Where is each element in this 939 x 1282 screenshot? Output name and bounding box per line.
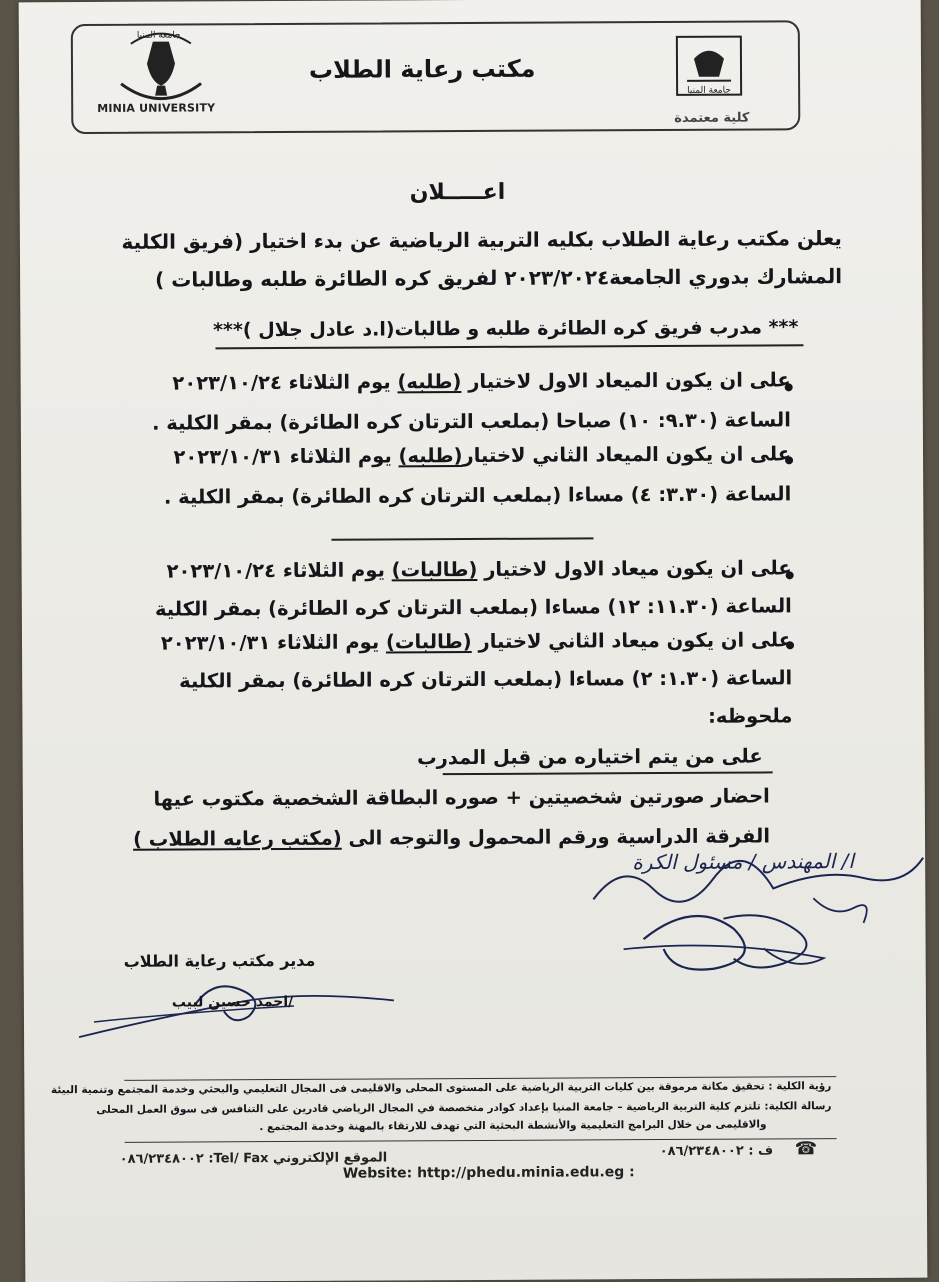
list-item-3-line1: على ان يكون ميعاد الاول لاختيار (طالبات) يوم الثلاثاء ٢٠٢٣/١٠/٢٤ <box>167 556 792 582</box>
intro-line-1: يعلن مكتب رعاية الطلاب بكليه التربية الرياضية عن بدء اختيار (فريق الكلية <box>121 226 842 254</box>
list-item-2-line1: على ان يكون الميعاد الثاني لاختيار(طلبه) يوم الثلاثاء ٢٠٢٣/١٠/٣١ <box>173 442 791 468</box>
document-page <box>19 0 928 1282</box>
footer-telfax: الموقع الإلكتروني Tel/ Fax: ٠٨٦/٢٣٤٨٠٠٢ <box>120 1150 388 1166</box>
notes-underline <box>443 771 773 775</box>
faculty-caption: كلية معتمدة <box>674 111 749 126</box>
faculty-logo <box>659 30 759 101</box>
footer-mission-1: رسالة الكلية: تلتزم كلية التربية الرياضية – جامعة المنيا بإعداد كوادر متخصصة في المجال الرياضي قادرين على التنافس فى سوق العمل المحلى <box>96 1100 831 1116</box>
list-item-4-line2: الساعة (١.٣٠: ٢) مساءا (بملعب الترتان كره الطائرة) بمقر الكلية <box>179 666 792 692</box>
list-item-1-line1: على ان يكون الميعاد الاول لاختيار (طلبه) يوم الثلاثاء ٢٠٢٣/١٠/٢٤ <box>172 368 790 394</box>
handwritten-note: ا/ المهندس / مسئول الكرة <box>632 849 856 874</box>
univ-logo-text: جامعة المنيا <box>137 31 181 41</box>
footer-mission-2: والاقليمى من خلال البرامج التعليمية والأنشطة البحثية التي تهدف للارتقاء بالمهنة وخدمة المجتمع . <box>259 1118 766 1133</box>
notes-line-2: احضار صورتين شخصيتين + صوره البطاقة الشخصية مكتوب عيها <box>153 784 770 810</box>
director-name: /احمد حسين لبيب <box>172 994 293 1011</box>
list-item-2-line2: الساعة (٣.٣٠: ٤) مساءا (بملعب الترتان كره الطائرة) بمقر الكلية . <box>164 482 791 508</box>
director-title: مدير مكتب رعاية الطلاب <box>124 951 316 971</box>
telephone-icon: ☎ <box>795 1138 818 1159</box>
coach-signature <box>563 838 934 1000</box>
list-item-4-line1: على ان يكون ميعاد الثاني لاختيار (طالبات) يوم الثلاثاء ٢٠٢٣/١٠/٣١ <box>161 628 792 654</box>
footer-website: Website: http://phedu.minia.edu.eg : <box>343 1164 635 1182</box>
faculty-logo-text: جامعة المنيا <box>687 86 731 96</box>
coach-line: *** مدرب فريق كره الطائرة طلبه و طالبات(ا.د عادل جلال )*** <box>213 316 798 341</box>
announcement-title: اعـــــلان <box>410 180 506 206</box>
list-item-3-line2: الساعة (١١.٣٠: ١٢) مساءا (بملعب الترتان كره الطائرة) بمقر الكلية <box>155 594 792 620</box>
page-title: مكتب رعاية الطلاب <box>309 55 536 84</box>
footer-phone: ف : ٠٨٦/٢٣٤٨٠٠٢ <box>660 1143 774 1159</box>
footer-rule-2 <box>125 1138 837 1143</box>
footer-vision: رؤية الكلية : تحقيق مكانة مرموقة بين كليات التربية الرياضية على المستوى المحلى والاقليمى فى المجال التعليمي والبحثي وخدمة المجتمع وتنمية البيئة <box>51 1080 831 1096</box>
coach-underline <box>215 344 803 349</box>
section-divider <box>331 537 593 540</box>
list-item-1-line2: الساعة (٩.٣٠: ١٠) صباحا (بملعب الترتان كره الطائرة) بمقر الكلية . <box>152 408 791 434</box>
notes-label: ملحوظه: <box>708 704 792 727</box>
notes-line-3: الفرقة الدراسية ورقم المحمول والتوجه الى (مكتب رعايه الطلاب ) <box>133 824 770 850</box>
notes-line-1: على من يتم اختياره من قبل المدرب <box>417 744 763 769</box>
intro-line-2: المشارك بدوري الجامعة٢٠٢٣/٢٠٢٤ لفريق كره الطائرة طلبه وطالبات ) <box>155 264 842 292</box>
university-caption: MINIA UNIVERSITY <box>97 101 215 115</box>
